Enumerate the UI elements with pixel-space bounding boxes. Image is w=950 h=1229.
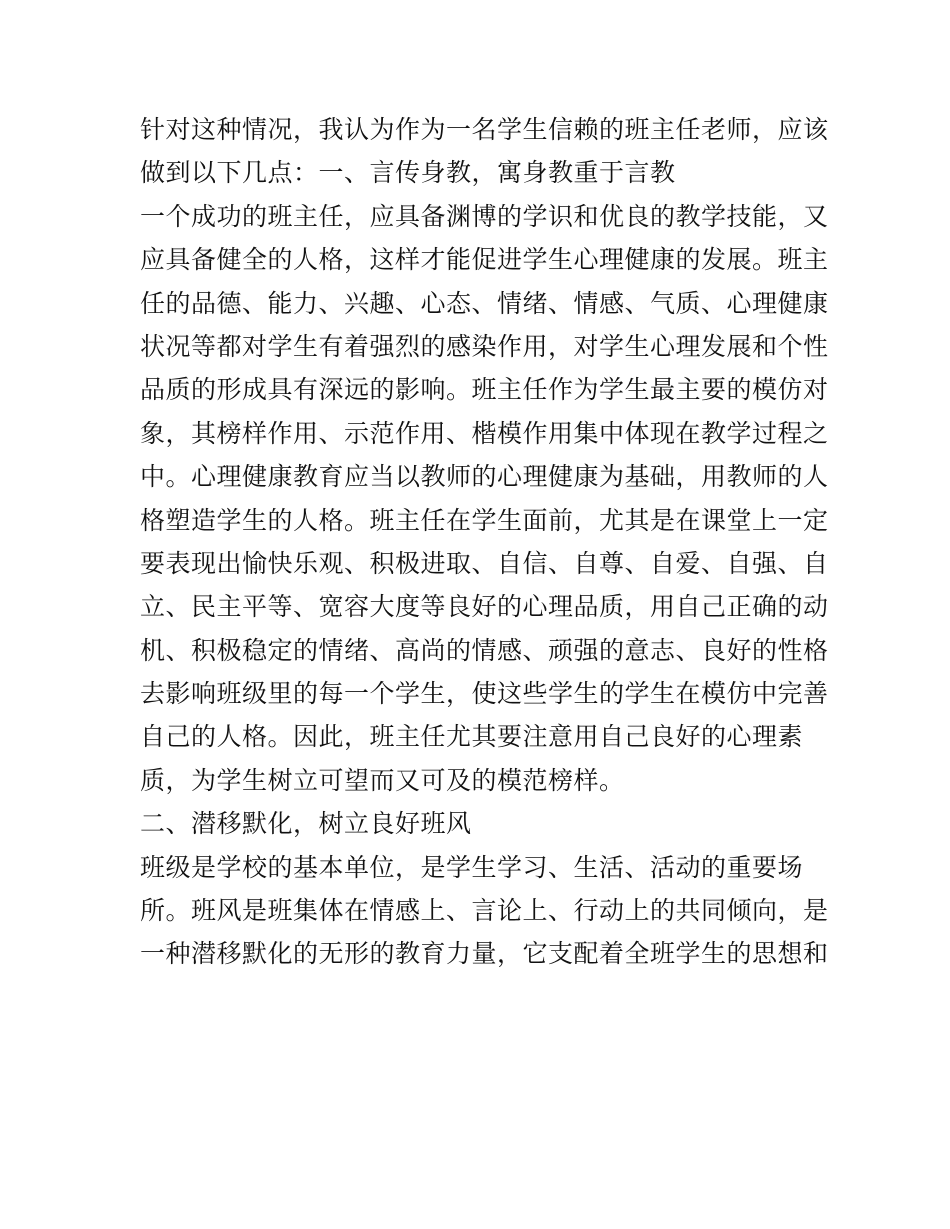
text-line: 一种潜移默化的无形的教育力量，它支配着全班学生的思想和 — [140, 939, 829, 969]
text-line: 针对这种情况，我认为作为一名学生信赖的班主任老师，应该 — [140, 115, 829, 144]
text-line: 所。班风是班集体在情感上、言论上、行动上的共同倾向，是 — [140, 896, 829, 926]
text-line: 去影响班级里的每一个学生，使这些学生的学生在模仿中完善 — [140, 679, 829, 709]
text-line: 格塑造学生的人格。班主任在学生面前，尤其是在课堂上一定 — [140, 505, 829, 535]
text-line: 班级是学校的基本单位，是学生学习、生活、活动的重要场 — [140, 852, 804, 882]
text-line: 中。心理健康教育应当以教师的心理健康为基础，用教师的人 — [140, 462, 829, 492]
text-line: 自己的人格。因此，班主任尤其要注意用自己良好的心理素 — [140, 722, 804, 752]
text-line: 立、民主平等、宽容大度等良好的心理品质，用自己正确的动 — [140, 592, 829, 622]
text-line: 质，为学生树立可望而又可及的模范榜样。 — [140, 765, 625, 795]
section-heading: 二、潜移默化，树立良好班风 — [140, 809, 472, 839]
text-line: 机、积极稳定的情绪、高尚的情感、顽强的意志、良好的性格 — [140, 635, 829, 665]
text-line: 要表现出愉快乐观、积极进取、自信、自尊、自爱、自强、自 — [140, 548, 829, 578]
text-line: 任的品德、能力、兴趣、心态、情绪、情感、气质、心理健康 — [140, 288, 829, 318]
text-line: 做到以下几点：一、言传身教，寓身教重于言教 — [140, 158, 676, 188]
text-line: 象，其榜样作用、示范作用、楷模作用集中体现在教学过程之 — [140, 418, 829, 448]
text-line: 状况等都对学生有着强烈的感染作用，对学生心理发展和个性 — [140, 331, 829, 361]
text-line: 品质的形成具有深远的影响。班主任作为学生最主要的模仿对 — [140, 375, 829, 405]
text-line: 一个成功的班主任，应具备渊博的学识和优良的教学技能，又 — [140, 201, 829, 231]
text-line: 应具备健全的人格，这样才能促进学生心理健康的发展。班主 — [140, 245, 829, 275]
document-body — [140, 108, 829, 976]
